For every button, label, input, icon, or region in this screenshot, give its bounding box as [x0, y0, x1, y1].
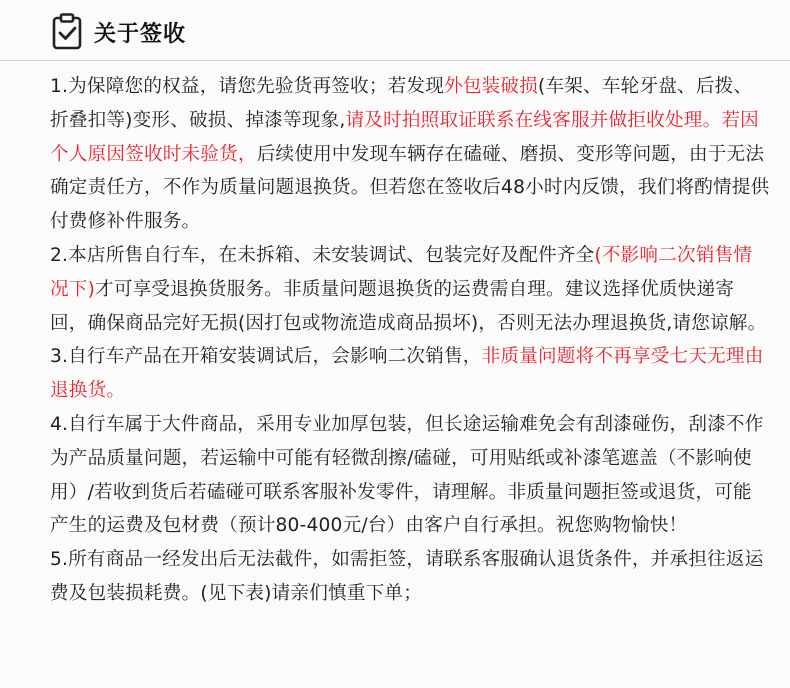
highlight-text: 非质量问题将不再享受七天无理由退换货。 [50, 346, 764, 402]
body-text: 4.自行车属于大件商品，采用专业加厚包装，但长途运输难免会有刮漆碰伤，刮漆不作为产品质量问题，若运输中可能有轻微刮擦/磕碰，可用贴纸或补漆笔遮盖（不影响使用）/若收到货后若磕碰可联系客服补发零件，请理解。非质量问题拒签或退货，可能产生的运费及包材费（预计80-400元/台）由客户自行承担。祝您购物愉快！ [50, 413, 764, 537]
body-text: 2.本店所售自行车，在未拆箱、未安装调试、包装完好及配件齐全 [50, 244, 595, 266]
body-text: 才可享受退换货服务。非质量问题退换货的运费需自理。建议选择优质快递寄回，确保商品完好无损(因打包或物流造成商品损坏)，否则无法办理退换货,请您谅解。 [50, 278, 767, 334]
body-text: 1.为保障您的权益，请您先验货再签收；若发现 [50, 76, 445, 97]
divider [0, 60, 790, 61]
terms-paragraph-3 [50, 340, 770, 408]
page-title: 关于签收 [94, 21, 187, 47]
body-text: 3.自行车产品在开箱安装调试后，会影响二次销售， [50, 346, 482, 368]
highlight-text: 外包装破损 [444, 76, 539, 97]
body-text: (车架、车轮牙盘、后拨、折叠扣等)变形、破损、掉漆等现象, [50, 76, 753, 131]
terms-paragraph-2 [50, 239, 770, 340]
highlight-text: (不影响二次销售情况下) [50, 244, 753, 300]
terms-paragraph-5 [50, 543, 770, 611]
section-header [52, 10, 770, 54]
terms-paragraph-4 [50, 408, 770, 543]
terms-content [50, 70, 770, 611]
body-text: 后续使用中发现车辆存在磕碰、磨损、变形等问题，由于无法确定责任方，不作为质量问题退换货。但若您在签收后48小时内反馈，我们将酌情提供付费修补件服务。 [50, 143, 770, 233]
body-text: 5.所有商品一经发出后无法截件，如需拒签，请联系客服确认退货条件，并承担往返运费及包装损耗费。(见下表)请亲们慎重下单； [50, 549, 764, 604]
clipboard-check-icon [52, 13, 84, 51]
highlight-text: 请及时拍照取证联系在线客服并做拒收处理。若因个人原因签收时未验货， [50, 109, 759, 165]
terms-paragraph-1 [50, 70, 770, 239]
